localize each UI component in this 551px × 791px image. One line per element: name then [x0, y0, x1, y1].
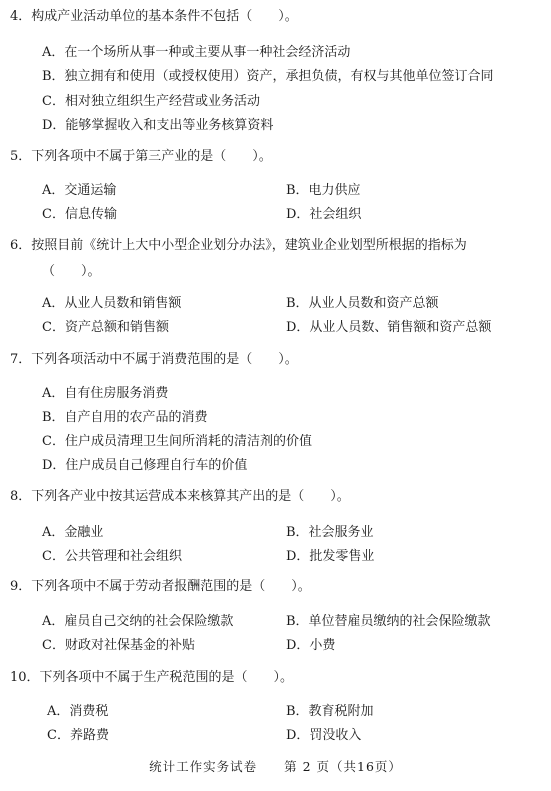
- question-9-option-a: A．雇员自己交纳的社会保险缴款: [42, 614, 234, 629]
- question-10-option-d: D．罚没收入: [286, 728, 362, 743]
- question-6-stem: 6．按照目前《统计上大中小型企业划分办法》，建筑业企业划型所根据的指标为: [10, 238, 467, 253]
- question-9-stem: 9．下列各项中不属于劳动者报酬范围的是（ ）。: [10, 579, 311, 594]
- question-10-option-a: A．消费税: [47, 704, 109, 719]
- question-7-stem: 7．下列各项活动中不属于消费范围的是（ ）。: [10, 352, 298, 367]
- question-9-option-b: B．单位替雇员缴纳的社会保险缴款: [286, 614, 491, 629]
- question-5-option-b: B．电力供应: [286, 183, 361, 198]
- question-6-stem-continuation: （ ）。: [42, 264, 101, 279]
- question-10-option-b: B．教育税附加: [286, 704, 374, 719]
- question-10-stem: 10．下列各项中不属于生产税范围的是（ ）。: [10, 670, 294, 685]
- question-7-option-b: B．自产自用的农产品的消费: [42, 410, 208, 425]
- question-6-option-b: B．从业人员数和资产总额: [286, 296, 439, 311]
- question-4-option-d: D．能够掌握收入和支出等业务核算资料: [42, 118, 274, 133]
- question-9-option-c: C．财政对社保基金的补贴: [42, 638, 195, 653]
- question-8-stem: 8．下列各产业中按其运营成本来核算其产出的是（ ）。: [10, 489, 350, 504]
- question-7-option-d: D．住户成员自己修理自行车的价值: [42, 458, 248, 473]
- question-8-option-c: C．公共管理和社会组织: [42, 549, 182, 564]
- question-4-option-a: A．在一个场所从事一种或主要从事一种社会经济活动: [42, 45, 351, 60]
- question-5-option-a: A．交通运输: [42, 183, 117, 198]
- question-6-option-c: C．资产总额和销售额: [42, 320, 169, 335]
- question-10-option-c: C．养路费: [47, 728, 109, 743]
- question-5-stem: 5．下列各项中不属于第三产业的是（ ）。: [10, 149, 272, 164]
- question-5-option-d: D．社会组织: [286, 207, 362, 222]
- question-8-option-d: D．批发零售业: [286, 549, 375, 564]
- question-4-option-c: C．相对独立组织生产经营或业务活动: [42, 94, 260, 109]
- question-7-option-c: C．住户成员清理卫生间所消耗的清洁剂的价值: [42, 434, 312, 449]
- question-4-option-b: B．独立拥有和使用（或授权使用）资产，承担负债，有权与其他单位签订合同: [42, 69, 494, 84]
- question-7-option-a: A．自有住房服务消费: [42, 386, 169, 401]
- page-footer: 统计工作实务试卷 第 2 页（共16页）: [149, 759, 402, 774]
- question-6-option-a: A．从业人员数和销售额: [42, 296, 182, 311]
- question-9-option-d: D．小费: [286, 638, 336, 653]
- question-4-stem: 4．构成产业活动单位的基本条件不包括（ ）。: [10, 9, 298, 24]
- question-8-option-b: B．社会服务业: [286, 525, 374, 540]
- question-6-option-d: D．从业人员数、销售额和资产总额: [286, 320, 492, 335]
- question-8-option-a: A．金融业: [42, 525, 104, 540]
- question-5-option-c: C．信息传输: [42, 207, 117, 222]
